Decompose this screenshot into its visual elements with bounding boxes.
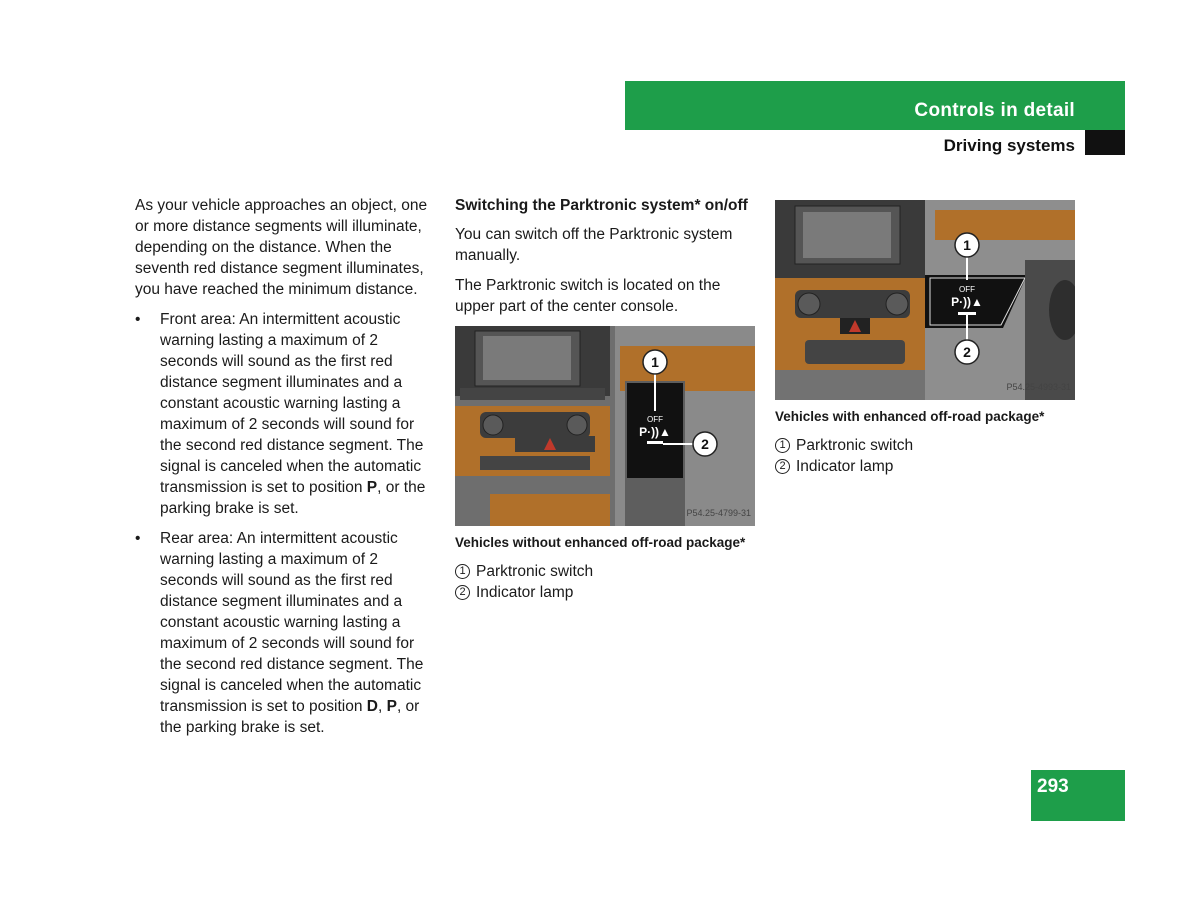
legend-item: [775, 435, 1075, 456]
photo-off-label: OFF: [959, 285, 975, 294]
section-heading: Switching the Parktronic system* on/off: [455, 197, 748, 214]
page-number: 293: [1037, 776, 1069, 797]
switch-location-paragraph: The Parktronic switch is located on the upper part of the center console.: [455, 277, 721, 315]
bullet-text: Front area: An intermittent acoustic warning lasting a maximum of 2 seconds will sound as the first red distance segment illuminates and a constant acoustic warning lasting a maximum of 2 seconds will sound for the second red distance segment. The signal is canceled when the automatic transmission is set to position: [160, 311, 424, 496]
list-item-front-area: [135, 309, 435, 519]
legend-item: [455, 582, 755, 603]
left-column: [135, 195, 435, 747]
photo-code: P54.25-4799-31: [686, 508, 751, 518]
parktronic-symbol-icon: P·))▲: [951, 295, 983, 309]
callout-2: 2: [701, 436, 709, 452]
console-illustration-offroad: [775, 200, 1075, 400]
console-photo-offroad: [775, 200, 1075, 400]
bullet-icon: •: [135, 311, 141, 328]
bullet-icon: •: [135, 530, 141, 547]
console-photo-standard: [455, 326, 755, 526]
bullet-bold-position: P: [366, 479, 378, 496]
bullet-bold-position-p: P: [386, 698, 397, 715]
legend-number: 1: [455, 564, 470, 579]
legend-label: Parktronic switch: [796, 437, 914, 454]
legend-number: 2: [455, 585, 470, 600]
legend-item: [455, 561, 755, 582]
parktronic-symbol-icon: P·))▲: [639, 425, 671, 439]
section-title: Controls in detail: [914, 100, 1075, 121]
subsection-title: Driving systems: [943, 136, 1075, 155]
photo-off-label: OFF: [647, 415, 663, 424]
legend-label: Parktronic switch: [476, 563, 594, 580]
thumb-tab-marker: [1085, 130, 1125, 155]
photo-code: P54.25-4993-31: [1006, 382, 1071, 392]
legend-label: Indicator lamp: [796, 458, 894, 475]
bullet-text-end: , or the parking brake is set.: [160, 698, 420, 736]
right-column: [775, 195, 1075, 477]
middle-column: [455, 195, 755, 603]
photo-caption: Vehicles without enhanced off-road package*: [455, 535, 746, 550]
manual-switch-paragraph: You can switch off the Parktronic system manually.: [455, 226, 733, 264]
bullet-bold-position-d: D: [366, 698, 378, 715]
console-illustration: [455, 326, 755, 526]
bullet-text: Rear area: An intermittent acoustic warning lasting a maximum of 2 seconds will sound as the first red distance segment illuminates and a constant acoustic warning lasting a maximum of 2 seconds will sound for the second red distance segment. The signal is canceled when the automatic transmission is set to position: [160, 530, 424, 715]
intro-paragraph: As your vehicle approaches an object, one or more distance segments will illuminate, depending on the distance. When the seventh red distance segment illuminates, you have reached the minimum distance.: [135, 197, 428, 298]
callout-1: 1: [963, 237, 971, 253]
bullet-text-end: , or the parking brake is set.: [160, 479, 426, 517]
callout-2: 2: [963, 344, 971, 360]
legend-number: 2: [775, 459, 790, 474]
legend-item: [775, 456, 1075, 477]
list-item-rear-area: [135, 528, 435, 738]
bullet-separator: ,: [377, 698, 387, 715]
photo-caption: Vehicles with enhanced off-road package*: [775, 409, 1045, 424]
callout-1: 1: [651, 354, 659, 370]
legend-number: 1: [775, 438, 790, 453]
legend-label: Indicator lamp: [476, 584, 574, 601]
